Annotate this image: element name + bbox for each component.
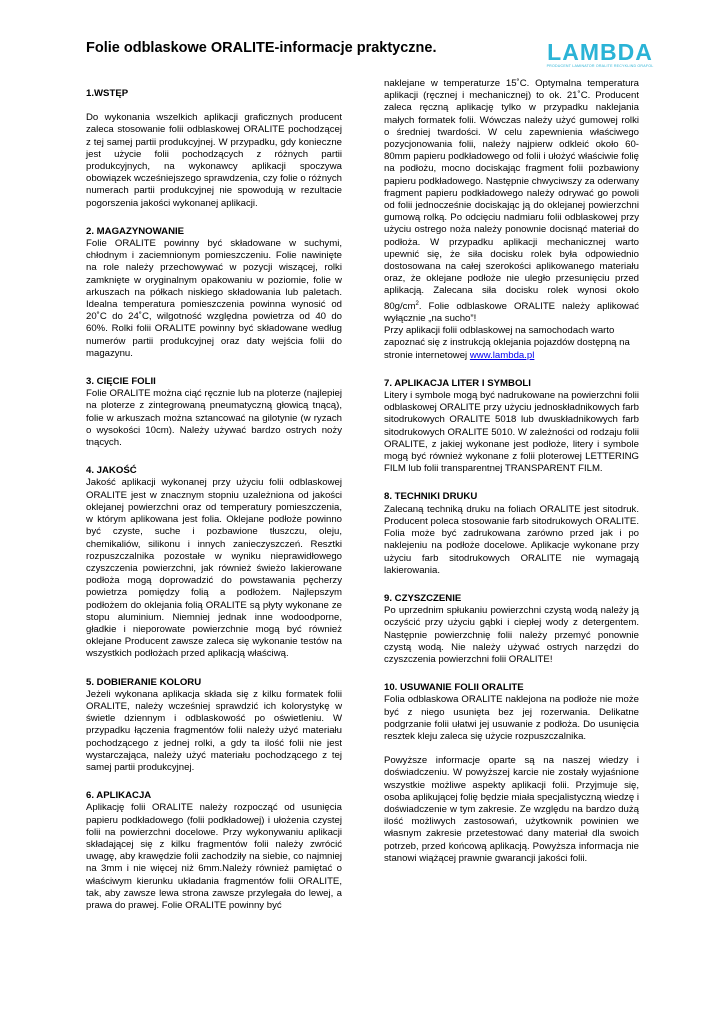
lambda-logo — [546, 40, 654, 72]
section-quality — [86, 465, 342, 660]
left-column — [86, 78, 342, 928]
section-heading: 3. CIĘCIE FOLII — [86, 376, 156, 388]
closing-note: Powyższe informacje oparte są na naszej wiedzy i doświadczeniu. W powyższej karcie nie zostały wyjaśnione wszystkie możliwe aspekty aplikacji folii. Przyjmuje się, osoba aplikującej folię będzie miała specjalistyczną wiedzę i doświadczenie w tym zakresie. Ze względu na bardzo dużą ilość możliwych zastosowań, użytkownik powinien we własnym zakresie przetestować dany materiał dla swoich potrzeb, przed końcową aplikacją. Powyższa informacja nie stanowi wiążącej prawnie gwarancji jakości folii. — [384, 755, 639, 864]
section-body — [384, 78, 639, 325]
section-body: Po uprzednim spłukaniu powierzchni czystą wodą należy ją oczyścić przy użyciu gąbki i ciepłej wody z detergentem. Następnie powierzchnię folii należy przemyć ponownie czystą wodą. Nie należy używać ostrych narzędzi do czyszczenia powierzchni folii ORALITE! — [384, 605, 639, 665]
section-storage — [86, 226, 342, 360]
section-heading: 9. CZYSZCZENIE — [384, 592, 462, 604]
section-body: Jakość aplikacji wykonanej przy użyciu folii odblaskowej ORALITE jest w znacznym stopniu uzależniona od jakości oklejanej powierzchni oraz od temperatury pomieszczenia, w którym aplikowana jest folia. Oklejane podłoże powinno być czyste, suche i pozbawione tłuszczu, oleju, chemikaliów, silikonu i innych zanieczyszczeń. Resztki rozpuszczalnika pozostałe w wyniku nieprawidłowego czyszczenia powierzchni, jak również świeżo lakierowane podłoża mogą doprowadzić do powstawania pęcherzy powietrza pomiędzy folią a podłożem. Najlepszym podłożem do oklejania folią ORALITE są płyty wykonane ze stopu aluminium. Niemniej jednak inne wodoodporne, gładkie i nieporowate powierzchnie mogą być również oklejane Producent zawsze zaleca się wykonanie testów na wszystkich podłożach przed aplikacją właściwą. — [86, 477, 342, 660]
logo-subtext: PRODUCENT LAMINATOR ORALITE RECYKLIND ORAFOL — [546, 64, 654, 68]
section-heading: 6. APLIKACJA — [86, 790, 152, 802]
section-body-text: . Folie odblaskowe ORALITE należy aplikować wyłącznie „na sucho”! — [384, 300, 639, 325]
logo-text: LAMBDA — [547, 39, 653, 65]
section-body: Jeżeli wykonana aplikacja składa się z kilku formatek folii ORALITE, należy wcześniej sprawdzić ich kolorystykę w świetle dziennym i odblaskowość po oświetleniu. W przypadku łączenia fragmentów folii należy użyć materiału pochodzącego z jednej rolki, a gdy ta ilość folii nie jest wystarczająca, należy użyć materiału pochodzącego z tej samej partii produkcyjnej. — [86, 688, 342, 773]
section-heading: 10. USUWANIE FOLII ORALITE — [384, 682, 524, 694]
section-body: Litery i symbole mogą być nadrukowane na powierzchni folii odblaskowej ORALITE przy użyciu jednoskładnikowych farb sitodrukowych ORALITE 5018 lub dwuskładnikowych farb sitodrukowych ORALITE 5010. W zależności od rodzaju folii ORALITE, z jakiej wykonane jest podłoże, litery i symbole mogą być również wykonane z folii ploterowej LETTERING FILM lub folii transparentnej TRANSPARENT FILM. — [384, 390, 639, 475]
section-letters-symbols — [384, 378, 639, 476]
section-cleaning — [384, 593, 639, 666]
section-heading: 5. DOBIERANIE KOLORU — [86, 676, 202, 688]
section-body: Folia odblaskowa ORALITE naklejona na podłoże nie może być z niego usunięta bez jej rozerwania. Delikatne podgrzanie folii ułatwi jej usuwanie z podłoża. Do usunięcia resztek kleju zaleca się użycie rozpuszczalnika. — [384, 694, 639, 742]
section-introduction — [86, 88, 342, 210]
section-body — [384, 325, 639, 362]
superscript: 2 — [415, 300, 419, 307]
section-cutting — [86, 376, 342, 449]
section-application-continued — [384, 78, 639, 362]
section-body-text: Przy aplikacji folii odblaskowej na samochodach warto zapoznać się z instrukcją oklejania pojazdów dostępną na stronie internetowej — [384, 325, 630, 361]
section-heading: 1.WSTĘP — [86, 88, 129, 99]
section-body-text: naklejane w temperaturze 15˚C. Optymalna temperatura aplikacji (ręcznej i mechanicznej) to ok. 21˚C. Producent zaleca ręczną aplikację tylko w przypadku naklejania małych formatek folii. Wówczas należy użyć gumowej rolki o średniej twardości. W celu zapewnienia właściwego pozycjonowania folii, należy najpierw odkleić około 60-80mm papieru podkładowego od folii i ułożyć właściwie folię na podłożu, mocno dociskając fragment folii pozbawiony papieru podkładowego. Następnie chwyciwszy za oderwany fragment papieru podkładowego należy odrywać go powoli od folii jednocześnie dociskając ją do oklejanej powierzchni gumową rolką. Po odcięciu nadmiaru folii odblaskowej przy użyciu ostrego noża należy ponownie docisnąć materiał do podłoża. W przypadku aplikacji mechanicznej warto upewnić się, że siła docisku rolek była odpowiednio dostosowana na całej szerokości aplikowanego materiału oraz, że oklejane podłoże nie uległo przesunięciu przed aplikacją. Zalecana siła docisku rolek wynosi około 80g/cm — [384, 78, 639, 312]
section-removal — [384, 682, 639, 865]
section-application — [86, 790, 342, 912]
section-body: Aplikację folii ORALITE należy rozpocząć od usunięcia papieru podkładowego (folii podkładowej) i ułożenia czystej folii na powierzchni docelowe. Przy wykonywaniu aplikacji składającej się z kilku fragmentów folii należy zwrócić uwagę, aby krawędzie folii zachodziły na siebie, co najmniej na 3mm i nie więcej niż 6mm.Należy również pamiętać o właściwym kierunku układania fragmentów folii ORALITE, tak, aby zawsze lewa strona zawsze przylegała do lewej, a prawa do prawej. Folie ORALITE powinny być — [86, 802, 342, 911]
section-printing — [384, 491, 639, 576]
section-heading: 8. TECHNIKI DRUKU — [384, 491, 478, 503]
section-heading: 2. MAGAZYNOWANIE — [86, 225, 185, 237]
document-title: Folie odblaskowe ORALITE-informacje praktyczne. — [86, 40, 437, 56]
section-body: Zalecaną techniką druku na foliach ORALITE jest sitodruk. Producent poleca stosowanie farb sitodrukowych ORALITE. Folia może być zadrukowana zarówno przed jak i po naklejeniu na podłoże docelowe. Aplikacje wykonane przy użyciu farb sitodrukowych ORALITE nie wymagają lakierowania. — [384, 503, 639, 576]
right-column — [384, 78, 639, 881]
section-body: Folie ORALITE można ciąć ręcznie lub na ploterze (najlepiej na ploterze z zintegrowaną pneumatyczną głowicą tnącą), folie w arkuszach można sztancować na gilotynie (w ryzach o wysokości 10cm). Należy używać bardzo ostrych noży tnących. — [86, 388, 342, 449]
website-link[interactable]: www.lambda.pl — [469, 349, 535, 361]
section-body: Do wykonania wszelkich aplikacji graficznych producent zaleca stosowanie folii odblaskowej ORALITE pochodzącej z tej samej partii produkcyjnej. W przypadku, gdy konieczne jest użycie folii pochodzących z różnych partii produkcyjnych, na wykonawcy aplikacji spoczywa obowiązek wcześniejszego sprawdzenia, czy folie o różnych numerach partii produkcyjnej nie spowodują w rezultacie pogorszenia jakości wykonanej aplikacji. — [86, 112, 342, 209]
section-heading: 4. JAKOŚĆ — [86, 465, 137, 477]
section-color-matching — [86, 677, 342, 775]
section-body: Folie ORALITE powinny być składowane w suchymi, chłodnym i zaciemnionym pomieszczeniu. Folie nawinięte na role należy przechowywać w pozycji wiszącej, rolki zamknięte w oryginalnym opakowaniu w poziomie, folie w arkuszach na półkach niskiego składowania lub paletach. Idealna temperatura pomieszczenia powinna wynosić od 20˚C do 24˚C, wilgotność względna powietrza od 40 do 60%. Rolki folii ORALITE powinny być składowane według numerów partii produkcyjnej oraz daty wejścia folii do magazynu. — [86, 238, 342, 359]
section-heading: 7. APLIKACJA LITER I SYMBOLI — [384, 377, 531, 389]
